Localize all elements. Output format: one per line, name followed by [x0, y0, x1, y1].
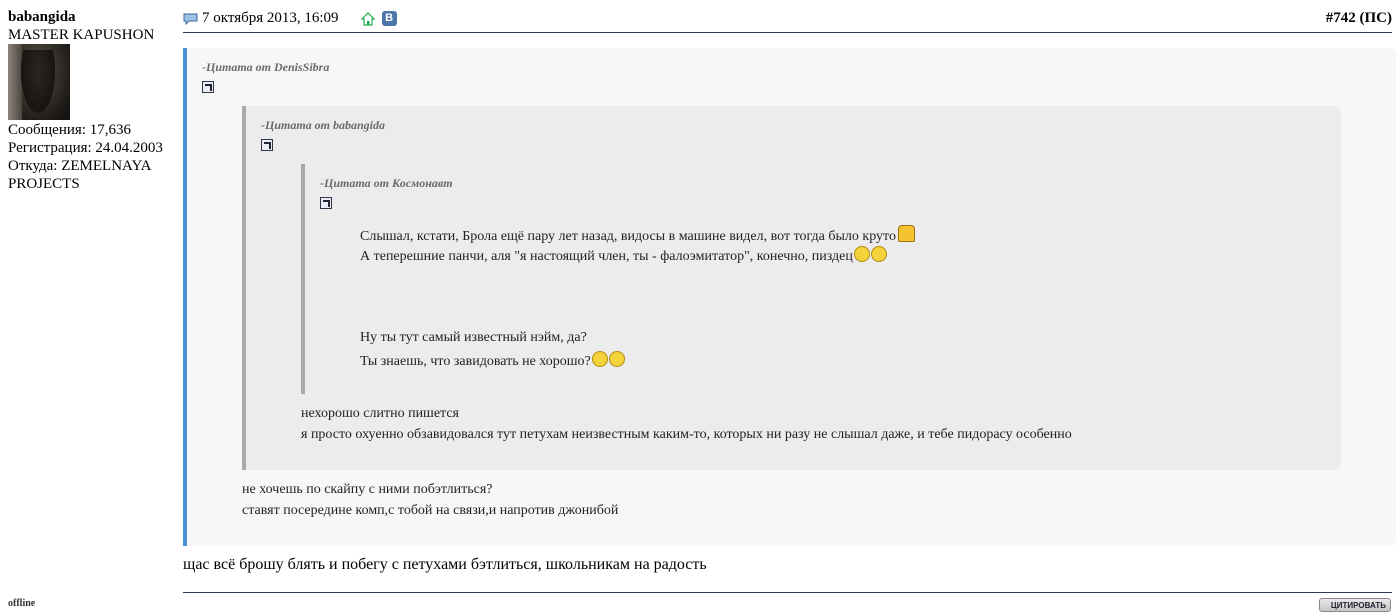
quote-line: Ну ты тут самый известный нэйм, да? [360, 330, 587, 345]
quote-link-icon[interactable] [320, 197, 332, 209]
quote-line: не хочешь по скайпу с ними побэтлиться? [242, 482, 493, 497]
location-line-2: PROJECTS [8, 176, 80, 192]
laughing-smiley-icon [854, 246, 870, 262]
post-header [183, 8, 1392, 33]
online-status: offline [8, 598, 36, 609]
location-line-1: Откуда: ZEMELNAYA [8, 158, 152, 174]
laughing-smiley-icon [609, 351, 625, 367]
post-count: Сообщения: 17,636 [8, 122, 131, 138]
quote-link-icon[interactable] [261, 139, 273, 151]
post-number[interactable]: #742 [1325, 10, 1356, 26]
home-icon[interactable] [361, 12, 375, 26]
quote-line: Слышал, кстати, Брола ещё пару лет назад, видосы в машине видел, вот тогда было круто [360, 225, 915, 245]
neutral-smiley-icon [592, 351, 608, 367]
quote-line: я просто охуенно обзавидовался тут петухам неизвестным каким-то, которых ни разу не слышал даже, и тебе пидорасу особенно [301, 427, 1072, 442]
quote-line: нехорошо слитно пишется [301, 406, 459, 421]
post-number-suffix: (ПС) [1359, 10, 1392, 26]
quote-button[interactable]: ЦИТИРОВАТЬ [1319, 598, 1391, 612]
quote-author: -Цитата от DenisSibra [202, 60, 330, 74]
user-title: MASTER KAPUSHON [8, 27, 155, 43]
quote-line: ставят посередине комп,с тобой на связи,и напротив джонибой [242, 503, 619, 518]
vk-icon[interactable]: В [382, 11, 397, 26]
user-sidebar [8, 8, 180, 193]
laughing-smiley-icon [871, 246, 887, 262]
post-divider [183, 592, 1392, 593]
quote-line: Ты знаешь, что завидовать не хорошо? [360, 351, 625, 370]
post-message: щас всё брошу блять и побегу с петухами бэтлиться, школьникам на радость [183, 556, 707, 573]
quote-author: -Цитата от Космонавт [320, 176, 453, 190]
username[interactable]: babangida [8, 9, 76, 25]
post-date: 7 октября 2013, 16:09 [202, 10, 339, 26]
message-icon [183, 13, 198, 25]
quote-author: -Цитата от babangida [261, 118, 386, 132]
quote-line: А теперешние панчи, аля "я настоящий член, ты - фалоэмитатор", конечно, пиздец [360, 246, 887, 265]
quote-link-icon[interactable] [202, 81, 214, 93]
registration-date: Регистрация: 24.04.2003 [8, 140, 163, 156]
thumbs-up-icon [898, 225, 915, 242]
avatar[interactable] [8, 44, 70, 120]
